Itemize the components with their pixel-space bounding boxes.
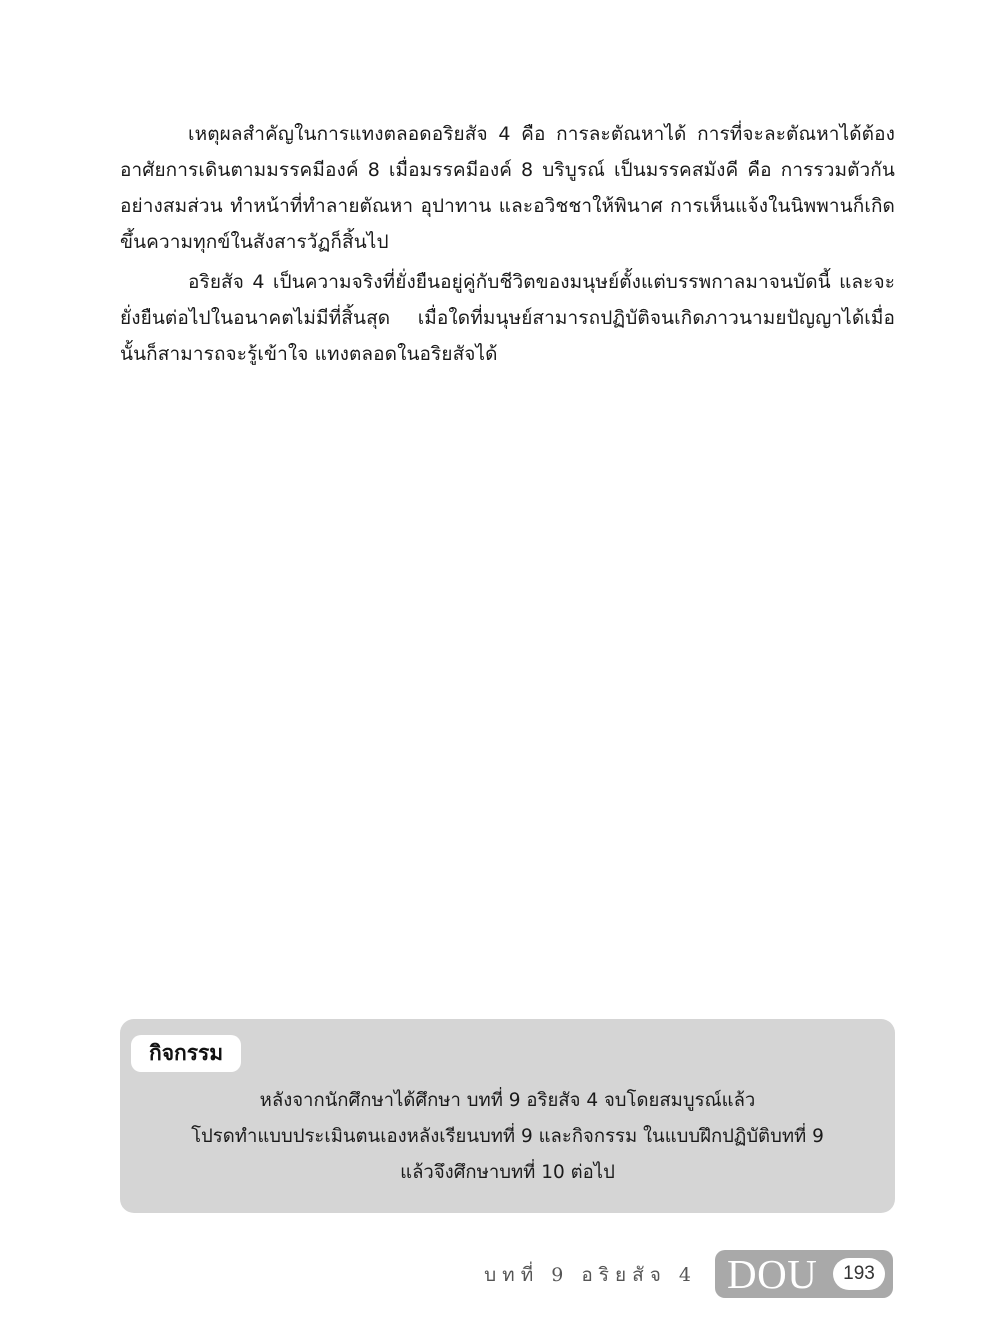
main-content <box>120 116 895 376</box>
page-footer <box>484 1250 895 1298</box>
body-paragraph: เหตุผลสำคัญในการแทงตลอดอริยสัจ 4 คือ การละตัณหาได้ การที่จะละตัณหาได้ต้องอาศัยการเดินตามมรรคมีองค์ 8 เมื่อมรรคมีองค์ 8 บริบูรณ์ เป็นมรรคสมังคี คือ การรวมตัวกันอย่างสมส่วน ทำหน้าที่ทำลายตัณหา อุปาทาน และอวิชชาให้พินาศ การเห็นแจ้งในนิพพานก็เกิดขึ้นความทุกข์ในสังสารวัฏก็สิ้นไป <box>120 123 895 253</box>
body-paragraph: อริยสัจ 4 เป็นความจริงที่ยั่งยืนอยู่คู่กับชีวิตของมนุษย์ตั้งแต่บรรพกาลมาจนบัดนี้ และจะยั่งยืนต่อไปในอนาคตไม่มีที่สิ้นสุด เมื่อใดที่มนุษย์สามารถปฏิบัติจนเกิดภาวนามยปัญญาได้เมื่อนั้นก็สามารถจะรู้เข้าใจ แทงตลอดในอริยสัจได้ <box>120 271 895 365</box>
activity-line: แล้วจึงศึกษาบทที่ 10 ต่อไป <box>400 1162 615 1183</box>
dou-logo: DOU <box>727 1251 818 1297</box>
footer-badge <box>715 1250 893 1298</box>
activity-label: กิจกรรม <box>131 1035 241 1072</box>
activity-line: โปรดทำแบบประเมินตนเองหลังเรียนบทที่ 9 และกิจกรรม ในแบบฝึกปฏิบัติบทที่ 9 <box>191 1126 824 1147</box>
footer-chapter-title: บทที่ 9 อริยสัจ 4 <box>484 1264 697 1286</box>
activity-line: หลังจากนักศึกษาได้ศึกษา บทที่ 9 อริยสัจ 4 จบโดยสมบูรณ์แล้ว <box>259 1090 756 1111</box>
page-number: 193 <box>833 1258 885 1290</box>
activity-box <box>120 1019 895 1213</box>
activity-instructions <box>120 1083 895 1191</box>
